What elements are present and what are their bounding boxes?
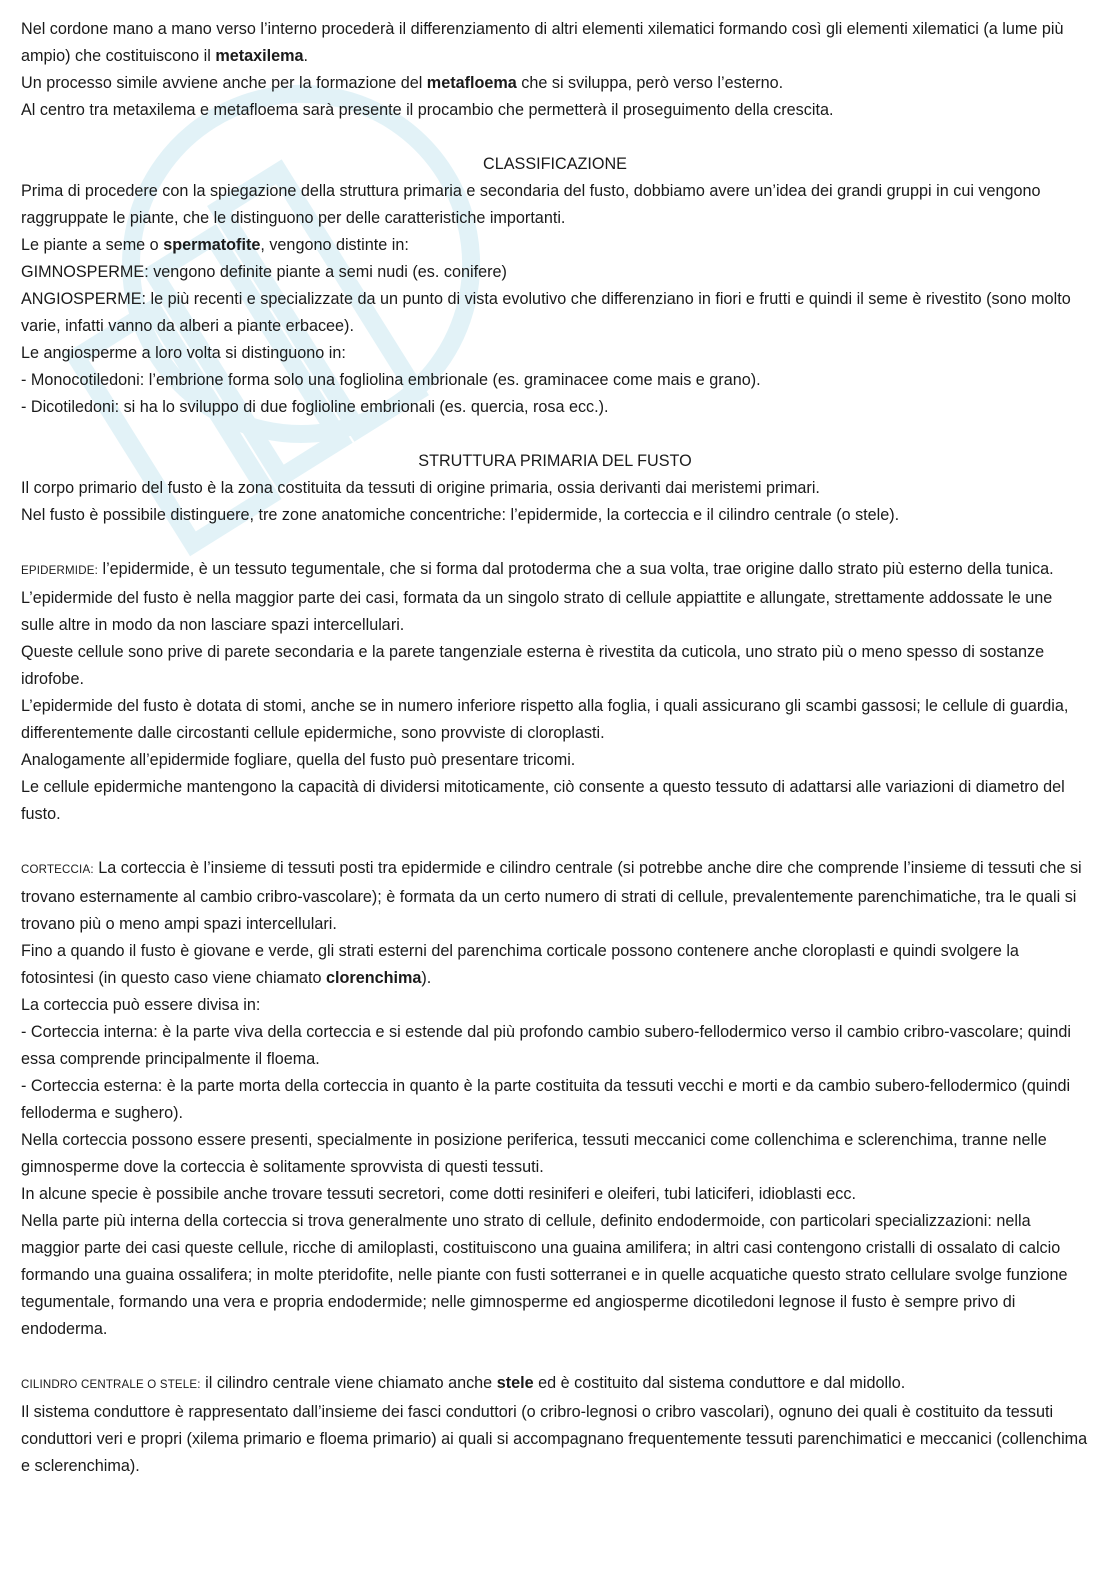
intro-paragraph-3: Al centro tra metaxilema e metafloema sarà presente il procambio che permetterà il proseguimento della crescita. bbox=[21, 101, 834, 119]
corteccia-label: CORTECCIA: bbox=[21, 864, 94, 876]
cilindro-label: CILINDRO CENTRALE O STELE: bbox=[21, 1379, 201, 1391]
epidermide-paragraph-2: L’epidermide del fusto è nella maggior parte dei casi, formata da un singolo strato di cellule appiattite e allungate, strettamente addossate le une sulle altre in modo da non lasciare spazi intercellulari. bbox=[21, 589, 1053, 634]
corteccia-paragraph-1: CORTECCIA: La corteccia è l’insieme di tessuti posti tra epidermide e cilindro centrale (si potrebbe anche dire che comprende l’insieme di tessuti che si trovano esternamente al cambio cribro-vascolare); è formata da un certo numero di strati di cellule, prevalentemente parenchimatiche, tra le quali si trovano più o meno ampi spazi intercellulari. bbox=[21, 859, 1082, 933]
corteccia-paragraph-6: Nella corteccia possono essere presenti, specialmente in posizione periferica, tessuti meccanici come collenchima e sclerenchima, tranne nelle gimnosperme dove la corteccia è solitamente sprovvista di questi tessuti. bbox=[21, 1131, 1047, 1176]
struttura-paragraph-2: Nel fusto è possibile distinguere, tre zone anatomiche concentriche: l’epidermide, la corteccia e il cilindro centrale (o stele). bbox=[21, 506, 900, 524]
section-heading-struttura: STRUTTURA PRIMARIA DEL FUSTO bbox=[418, 452, 692, 470]
epidermide-paragraph-5: Analogamente all’epidermide fogliare, quella del fusto può presentare tricomi. bbox=[21, 751, 576, 769]
classificazione-paragraph-1: Prima di procedere con la spiegazione della struttura primaria e secondaria del fusto, dobbiamo avere un’idea dei grandi gruppi in cui vengono raggruppate le piante, che le distinguono per delle caratteristiche importanti. bbox=[21, 182, 1041, 227]
epidermide-paragraph-3: Queste cellule sono prive di parete secondaria e la parete tangenziale esterna è rivestita da cuticola, uno strato più o meno spesso di sostanze idrofobe. bbox=[21, 643, 1045, 688]
classificazione-paragraph-2: Le piante a seme o spermatofite, vengono distinte in: bbox=[21, 236, 409, 254]
corteccia-paragraph-3: La corteccia può essere divisa in: bbox=[21, 996, 261, 1014]
struttura-paragraph-1: Il corpo primario del fusto è la zona costituita da tessuti di origine primaria, ossia derivanti dai meristemi primari. bbox=[21, 479, 820, 497]
list-item: - Corteccia esterna: è la parte morta della corteccia in quanto è la parte costituita da tessuti vecchi e morti e da cambio subero-fellodermico (quindi felloderma e sughero). bbox=[21, 1077, 1071, 1122]
corteccia-paragraph-8: Nella parte più interna della corteccia si trova generalmente uno strato di cellule, definito endodermoide, con particolari specializzazioni: nella maggior parte dei casi queste cellule, ricche di amiloplasti, costituiscono una guaina amilifera; in altri casi contengono cristalli di ossalato di calcio formando una guaina ossalifera; in molte pteridofite, nelle piante con fusti sotterranei e in quelle acquatiche questo strato cellulare svolge funzione tegumentale, formando una vera e propria endodermide; nelle gimnosperme ed angiosperme dicotiledoni legnose il fusto è sempre privo di endoderma. bbox=[21, 1212, 1068, 1338]
corteccia-paragraph-2: Fino a quando il fusto è giovane e verde, gli strati esterni del parenchima corticale possono contenere anche cloroplasti e quindi svolgere la fotosintesi (in questo caso viene chiamato clorenchima). bbox=[21, 942, 1019, 987]
classificazione-paragraph-5: Le angiosperme a loro volta si distinguono in: bbox=[21, 344, 346, 362]
cilindro-paragraph-2: Il sistema conduttore è rappresentato dall’insieme dei fasci conduttori (o cribro-legnosi o cribro vascolari), ognuno dei quali è costituito da tessuti conduttori veri e propri (xilema primario e floema primario) ai quali si accompagnano frequentemente tessuti parenchimatici e meccanici (collenchima e sclerenchima). bbox=[21, 1403, 1088, 1475]
list-item: - Corteccia interna: è la parte viva della corteccia e si estende dal più profondo cambio subero-fellodermico verso il cambio cribro-vascolare; quindi essa comprende principalmente il floema. bbox=[21, 1023, 1072, 1068]
list-item: - Dicotiledoni: si ha lo sviluppo di due foglioline embrionali (es. quercia, rosa ecc.). bbox=[21, 398, 609, 416]
epidermide-paragraph-1: EPIDERMIDE: l’epidermide, è un tessuto tegumentale, che si forma dal protoderma che a sua volta, trae origine dallo strato più esterno della tunica. bbox=[21, 560, 1054, 578]
epidermide-paragraph-6: Le cellule epidermiche mantengono la capacità di dividersi mitoticamente, ciò consente a questo tessuto di adattarsi alle variazioni di diametro del fusto. bbox=[21, 778, 1065, 823]
corteccia-paragraph-7: In alcune specie è possibile anche trovare tessuti secretori, come dotti resiniferi e oleiferi, tubi laticiferi, idioblasti ecc. bbox=[21, 1185, 856, 1203]
cilindro-paragraph-1: CILINDRO CENTRALE O STELE: il cilindro centrale viene chiamato anche stele ed è costituito dal sistema conduttore e dal midollo. bbox=[21, 1374, 906, 1392]
epidermide-label: EPIDERMIDE: bbox=[21, 565, 98, 577]
intro-paragraph-2: Un processo simile avviene anche per la formazione del metafloema che si sviluppa, però verso l’esterno. bbox=[21, 74, 784, 92]
section-heading-classificazione: CLASSIFICAZIONE bbox=[483, 155, 627, 173]
intro-paragraph-1: Nel cordone mano a mano verso l’interno procederà il differenziamento di altri elementi xilematici formando così gli elementi xilematici (a lume più ampio) che costituiscono il metaxilema. bbox=[21, 20, 1064, 65]
list-item: - Monocotiledoni: l’embrione forma solo una fogliolina embrionale (es. graminacee come mais e grano). bbox=[21, 371, 761, 389]
classificazione-gimnosperme: GIMNOSPERME: vengono definite piante a semi nudi (es. conifere) bbox=[21, 263, 507, 281]
epidermide-paragraph-4: L’epidermide del fusto è dotata di stomi, anche se in numero inferiore rispetto alla foglia, i quali assicurano gli scambi gassosi; le cellule di guardia, differentemente dalle circostanti cellule epidermiche, sono provviste di cloroplasti. bbox=[21, 697, 1069, 742]
document-page bbox=[21, 16, 1089, 1480]
classificazione-angiosperme: ANGIOSPERME: le più recenti e specializzate da un punto di vista evolutivo che differenziano in fiori e frutti e quindi il seme è rivestito (sono molto varie, infatti vanno da alberi a piante erbacee). bbox=[21, 290, 1071, 335]
